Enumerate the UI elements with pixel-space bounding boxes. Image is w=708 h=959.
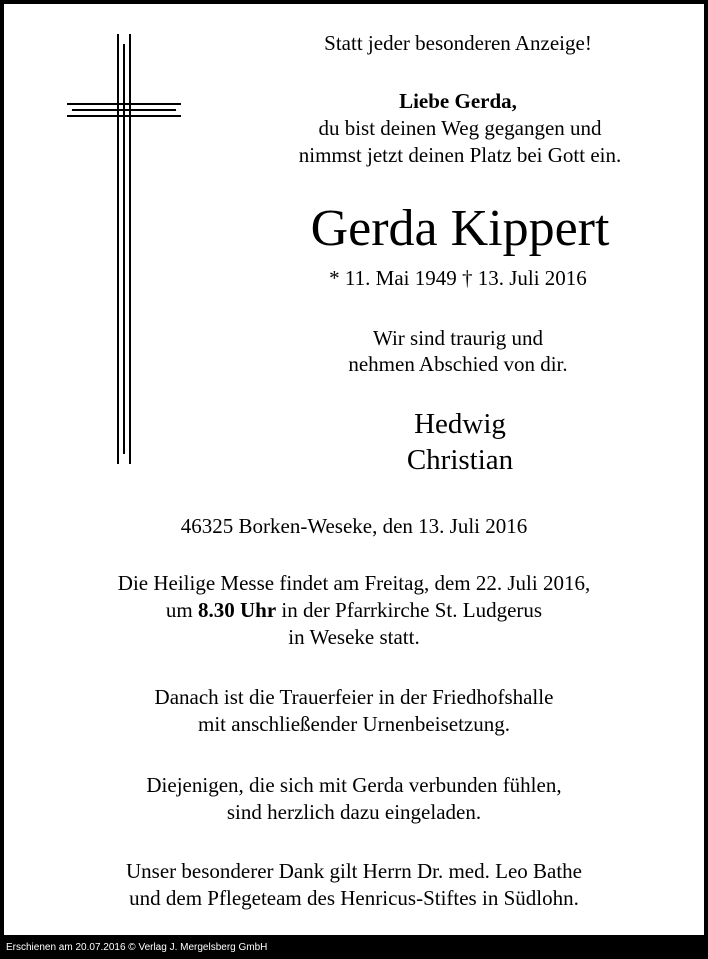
life-dates: * 11. Mai 1949 † 13. Juli 2016 <box>329 266 587 290</box>
mourner-1: Hedwig <box>414 408 506 440</box>
farewell-line-1: Wir sind traurig und <box>372 326 544 350</box>
funeral-line-1: Danach ist die Trauerfeier in der Friedhofshalle <box>154 685 554 709</box>
deceased-name: Gerda Kippert <box>310 200 610 257</box>
header-text: Statt jeder besonderen Anzeige! <box>324 31 592 55</box>
thanks-line-1: Unser besonderer Dank gilt Herrn Dr. med. Leo Bathe <box>125 859 583 883</box>
publication-footer: Erschienen am 20.07.2016 © Verlag J. Mergelsberg GmbH <box>6 942 268 953</box>
thanks-line-2: und dem Pflegeteam des Henricus-Stiftes in Südlohn. <box>129 886 579 910</box>
mass-line-2-pre: um <box>165 598 198 622</box>
mass-line-3: in Weseke statt. <box>288 625 420 649</box>
invite-line-1: Diejenigen, die sich mit Gerda verbunden fühlen, <box>146 773 562 797</box>
mass-line-2-post: in der Pfarrkirche St. Ludgerus <box>276 598 543 622</box>
invite-line-2: sind herzlich dazu eingeladen. <box>226 800 482 824</box>
farewell-line-2: nehmen Abschied von dir. <box>348 352 568 376</box>
funeral-line-2: mit anschließender Urnenbeisetzung. <box>198 712 510 736</box>
mass-line-1: Die Heilige Messe findet am Freitag, dem 22. Juli 2016, <box>117 571 591 595</box>
mourner-2: Christian <box>406 444 514 476</box>
place-date: 46325 Borken-Weseke, den 13. Juli 2016 <box>180 514 528 538</box>
mass-line-2 <box>29 600 679 621</box>
mass-time: 8.30 Uhr <box>197 598 277 622</box>
poem-line-2: nimmst jetzt deinen Platz bei Gott ein. <box>298 143 622 167</box>
greeting: Liebe Gerda, <box>399 89 517 113</box>
poem-line-1: du bist deinen Weg gegangen und <box>318 116 602 140</box>
